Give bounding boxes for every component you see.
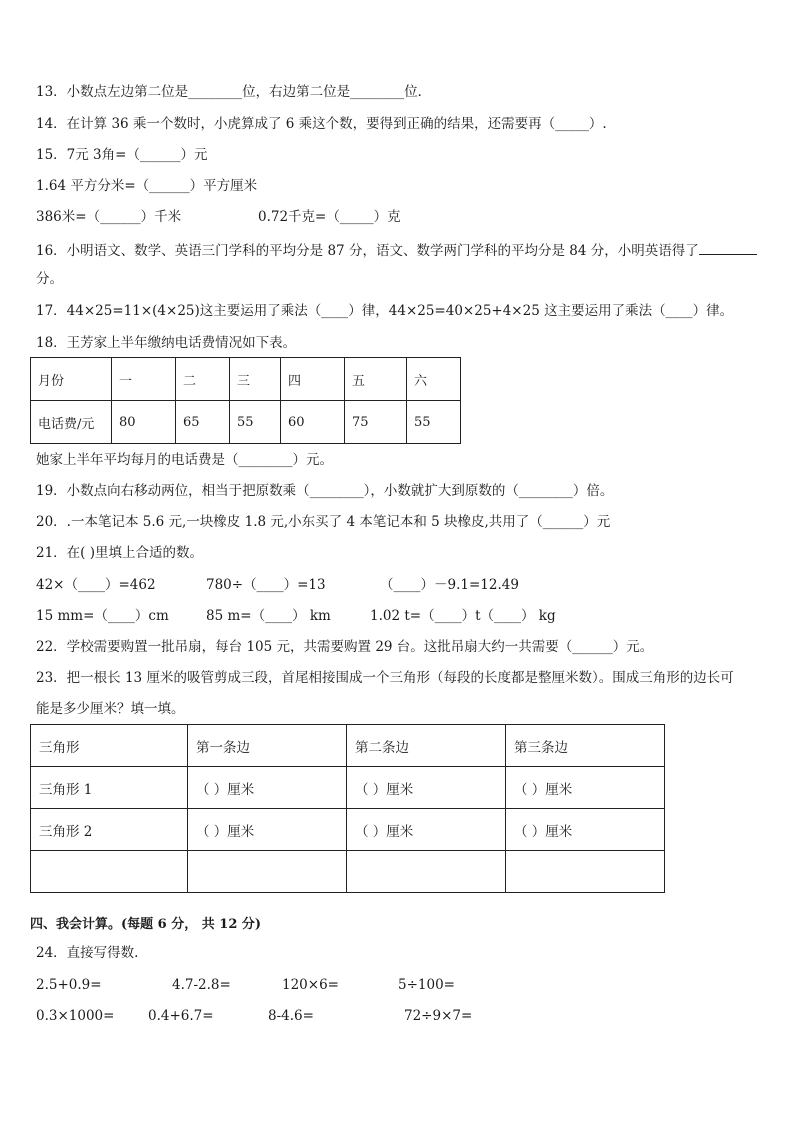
table-cell: 三角形 2 [31,809,188,851]
calc-item: 0.4+6.7= [148,1008,214,1024]
question-21-item: 1.02 t=（____）t（____） kg [370,608,556,624]
table-cell: （ ）厘米 [506,809,665,851]
question-15-part-a: 15．7元 3角=（______）元 [36,147,208,163]
table-cell [347,851,506,893]
question-16-line-1 [36,240,757,260]
triangle-table [30,724,665,893]
table-cell: 二 [176,358,230,401]
calc-item: 0.3×1000= [36,1008,115,1024]
question-15-part-b: 1.64 平方分米=（______）平方厘米 [36,178,258,194]
question-21-item: 85 m=（____） km [206,608,331,624]
question-17: 17．44×25=11×(4×25)这主要运用了乘法（____）律，44×25=40×25+4×25 这主要运用了乘法（____）律。 [36,303,734,319]
table-header-row [31,725,665,767]
table-cell [506,851,665,893]
question-18-followup: 她家上半年平均每月的电话费是（________）元。 [36,452,333,468]
table-cell: （ ）厘米 [188,767,347,809]
question-13: 13．小数点左边第二位是________位，右边第二位是________位． [36,84,432,100]
phone-bill-table [30,357,461,444]
calc-item: 120×6= [282,977,339,993]
question-23-line-1: 23．把一根长 13 厘米的吸管剪成三段，首尾相接围成一个三角形（每段的长度都是整厘米数）。围成三角形的边长可 [36,670,734,686]
question-14: 14．在计算 36 乘一个数时，小虎算成了 6 乘这个数，要得到正确的结果，还需要再（_____）. [36,116,607,132]
question-21-item: 15 mm=（____）cm [36,608,169,624]
question-24: 24．直接写得数. [36,945,139,961]
table-row [31,809,665,851]
question-18: 18．王芳家上半年缴纳电话费情况如下表。 [36,335,297,351]
table-cell: （ ）厘米 [506,767,665,809]
answer-blank [699,240,757,255]
question-21-item: 780÷（____）=13 [206,577,326,593]
table-row [31,767,665,809]
table-cell: （ ）厘米 [347,767,506,809]
calc-item: 4.7-2.8= [172,977,231,993]
table-cell: 60 [281,401,345,444]
table-cell: 四 [281,358,345,401]
table-row [31,851,665,893]
calc-item: 8-4.6= [268,1008,314,1024]
table-cell [188,851,347,893]
table-cell: 三角形 1 [31,767,188,809]
question-22: 22．学校需要购置一批吊扇，每台 105 元，共需要购置 29 台。这批吊扇大约一共需要（______）元。 [36,639,654,655]
question-23-line-2: 能是多少厘米？填一填。 [36,701,185,717]
table-cell: 80 [112,401,176,444]
table-cell: 六 [407,358,461,401]
table-cell: 第一条边 [188,725,347,767]
table-cell: 五 [345,358,407,401]
question-21-item: （____）－9.1=12.49 [380,577,519,593]
table-cell: 第二条边 [347,725,506,767]
table-cell: 电话费/元 [31,401,112,444]
table-cell: 55 [407,401,461,444]
table-cell: 月份 [31,358,112,401]
calc-item: 5÷100= [398,977,455,993]
table-cell: 三角形 [31,725,188,767]
question-21-item: 42×（____）=462 [36,577,156,593]
question-19: 19．小数点向右移动两位，相当于把原数乘（________），小数就扩大到原数的（________）倍。 [36,483,614,499]
question-21: 21．在( )里填上合适的数。 [36,545,204,561]
table-row [31,401,461,444]
table-cell: 一 [112,358,176,401]
question-16-line-2: 分。 [36,271,63,287]
section-4-heading: 四、我会计算。(每题 6 分， 共 12 分) [30,917,262,932]
table-cell: 55 [230,401,281,444]
calc-item: 72÷9×7= [404,1008,473,1024]
table-cell: 第三条边 [506,725,665,767]
question-15-part-c1: 386米=（______）千米 [36,209,182,225]
question-16-text: 16．小明语文、数学、英语三门学科的平均分是 87 分，语文、数学两门学科的平均分是 84 分，小明英语得了 [36,243,699,259]
calc-item: 2.5+0.9= [36,977,102,993]
table-cell: （ ）厘米 [347,809,506,851]
table-row [31,358,461,401]
table-cell: 75 [345,401,407,444]
question-20: 20．.一本笔记本 5.6 元,一块橡皮 1.8 元,小东买了 4 本笔记本和 5 块橡皮,共用了（______）元 [36,514,611,530]
table-cell [31,851,188,893]
table-cell: 65 [176,401,230,444]
table-cell: （ ）厘米 [188,809,347,851]
table-cell: 三 [230,358,281,401]
question-15-part-c2: 0.72千克=（_____）克 [258,209,401,225]
